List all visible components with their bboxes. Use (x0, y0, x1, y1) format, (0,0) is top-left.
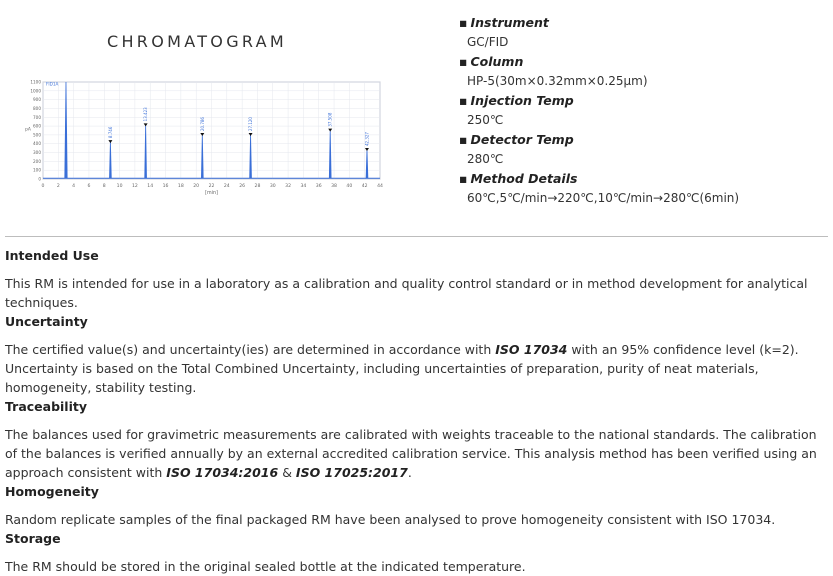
method-specs (459, 13, 829, 208)
spec-label: Method Details (470, 171, 578, 186)
para-homogeneity: Random replicate samples of the final packaged RM have been analysed to prove homogeneity consistent with ISO 17034. (5, 512, 776, 527)
y-axis-label: pA (25, 127, 31, 133)
peak-label: 13.423 (143, 107, 149, 122)
y-tick-label: 600 (33, 123, 41, 129)
iso-ref: ISO 17034 (495, 342, 568, 357)
y-tick-label: 900 (33, 97, 41, 103)
x-tick-label: 42 (361, 184, 368, 189)
spec-label: Detector Temp (470, 132, 574, 147)
x-tick-label: 4 (72, 184, 76, 189)
x-tick-label: 36 (315, 184, 322, 189)
bullet-icon: ▪ (459, 15, 468, 30)
peak-label: 42.327 (364, 132, 370, 147)
x-tick-label: 38 (331, 184, 337, 189)
spec-instrument (459, 13, 829, 52)
heading-intended-use: Intended Use (5, 248, 99, 263)
iso-ref: ISO 17034:2016 (166, 465, 279, 480)
x-tick-label: 16 (162, 184, 169, 189)
document-body (5, 246, 830, 576)
spec-injection-temp (459, 91, 829, 130)
y-tick-label: 300 (33, 150, 41, 156)
para-traceability: The balances used for gravimetric measurements are calibrated with weights traceable to the national standards. The calibration of the balances is verified annually by an external accredited calibration service. This analysis method has been verified using an approach consistent with ISO 17034:2016 & ISO 17025:2017. (5, 427, 817, 480)
peak-label: 20.786 (199, 117, 205, 132)
peak-label: 8.746 (107, 126, 113, 139)
heading-uncertainty: Uncertainty (5, 314, 88, 329)
spec-method-details (459, 169, 829, 208)
x-tick-label: 14 (147, 184, 154, 189)
spec-value: 60℃,5℃/min→220℃,10℃/min→280℃(6min) (467, 191, 740, 205)
x-tick-label: 24 (223, 184, 230, 189)
chromatogram-chart (25, 78, 385, 198)
x-tick-label: 28 (254, 184, 261, 189)
y-tick-label: 200 (33, 158, 41, 164)
divider (5, 236, 828, 237)
chromatogram-title: CHROMATOGRAM (107, 32, 288, 51)
y-tick-label: 500 (33, 132, 41, 138)
y-tick-label: 1100 (30, 79, 41, 85)
x-tick-label: 26 (239, 184, 246, 189)
para-storage: The RM should be stored in the original sealed bottle at the indicated temperature. (5, 559, 526, 574)
x-tick-label: 6 (87, 184, 91, 189)
spec-value: HP-5(30m×0.32mm×0.25μm) (467, 74, 648, 88)
y-tick-label: 400 (33, 141, 41, 147)
x-tick-label: 8 (102, 184, 106, 189)
bullet-icon: ▪ (459, 171, 468, 186)
x-tick-label: 20 (193, 184, 200, 189)
heading-homogeneity: Homogeneity (5, 484, 99, 499)
spec-value: 280℃ (467, 152, 504, 166)
spec-value: GC/FID (467, 35, 509, 49)
para-uncertainty: The certified value(s) and uncertainty(ies) are determined in accordance with ISO 17034 with an 95% confidence level (k=2). Uncertainty is based on the Total Combined Uncertainty, including uncertainties of preparation, purity of neat materials, homogeneity, stability testing. (5, 342, 799, 395)
heading-traceability: Traceability (5, 399, 88, 414)
x-tick-label: 34 (300, 184, 307, 189)
spec-label: Injection Temp (470, 93, 574, 108)
heading-storage: Storage (5, 531, 61, 546)
x-tick-label: 32 (285, 184, 292, 189)
para-intended-use: This RM is intended for use in a laboratory as a calibration and quality control standard or in method development for analytical techniques. (5, 276, 808, 310)
peak-label: 37.508 (327, 112, 333, 127)
x-tick-label: 10 (116, 184, 123, 189)
x-tick-label: 12 (131, 184, 138, 189)
bullet-icon: ▪ (459, 132, 468, 147)
peak-label: 27.120 (248, 117, 254, 132)
y-tick-label: 800 (33, 105, 41, 111)
x-tick-label: 22 (208, 184, 215, 189)
y-tick-label: 1000 (30, 88, 41, 94)
x-tick-label: 18 (177, 184, 184, 189)
y-tick-label: 0 (38, 176, 41, 182)
x-tick-label: 44 (377, 184, 383, 189)
x-tick-label: 30 (269, 184, 276, 189)
x-tick-label: 2 (56, 184, 60, 189)
spec-value: 250℃ (467, 113, 504, 127)
iso-ref: ISO 17025:2017 (295, 465, 408, 480)
spec-label: Instrument (470, 15, 549, 30)
bullet-icon: ▪ (459, 93, 468, 108)
bullet-icon: ▪ (459, 54, 468, 69)
spec-detector-temp (459, 130, 829, 169)
y-tick-label: 100 (33, 167, 41, 173)
x-tick-label: 0 (41, 184, 45, 189)
x-tick-label: 40 (346, 184, 353, 189)
solvent-peak-label: FID1A (46, 81, 59, 87)
x-axis-label: [min] (205, 191, 218, 196)
y-tick-label: 700 (33, 114, 41, 120)
spec-column (459, 52, 829, 91)
spec-label: Column (470, 54, 524, 69)
